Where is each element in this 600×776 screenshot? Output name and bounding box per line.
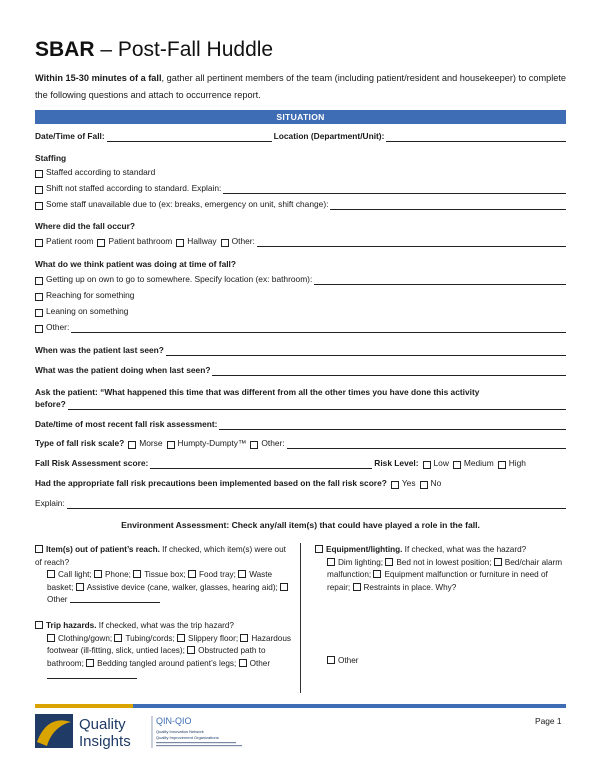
doing-question: What do we think patient was doing at time of fall? [35, 259, 237, 269]
risk-high-checkbox[interactable] [498, 461, 506, 469]
getting-up-checkbox[interactable] [35, 277, 43, 285]
reach-section: Item(s) out of patient’s reach. If checked, which item(s) were out of reach? Call light; Phone; Tissue box; Food tray; Waste basket; Assistive device (cane, walker, glasses, hearing aid); Other [35, 544, 295, 607]
environment-other-checkbox[interactable] [327, 656, 335, 664]
tissue-box-checkbox[interactable] [133, 570, 141, 578]
reach-checkbox[interactable] [35, 545, 43, 553]
dim-lighting-checkbox[interactable] [327, 558, 335, 566]
scale-row: Type of fall risk scale? Morse Humpty-Dumpty™ Other: [35, 437, 566, 449]
risk-low-checkbox[interactable] [423, 461, 431, 469]
recent-assessment-row: Date/time of most recent fall risk assessment: [35, 418, 566, 430]
score-field[interactable] [150, 460, 372, 469]
explain-field[interactable] [67, 500, 566, 509]
trip-other-field[interactable] [47, 670, 137, 679]
morse-checkbox[interactable] [128, 441, 136, 449]
date-time-label: Date/Time of Fall: [35, 131, 105, 141]
ask-patient-question: Ask the patient: “What happened this time that was different from all the other times you have done this activity [35, 387, 480, 397]
bed-position-checkbox[interactable] [385, 558, 393, 566]
environment-title: Environment Assessment: Check any/all item(s) that could have played a role in the fall. [121, 520, 480, 530]
staff-unavailable-field[interactable] [330, 201, 566, 210]
patient-bathroom-checkbox[interactable] [97, 239, 105, 247]
getting-up-location-field[interactable] [314, 276, 566, 285]
where-question: Where did the fall occur? [35, 221, 136, 231]
equipment-malfunction-checkbox[interactable] [373, 570, 381, 578]
last-seen-field[interactable] [166, 347, 566, 356]
last-seen-row: When was the patient last seen? [35, 344, 566, 356]
where-options: Patient room Patient bathroom Hallway Other: [35, 235, 566, 247]
assistive-device-checkbox[interactable] [76, 583, 84, 591]
explain-row: Explain: [35, 497, 566, 509]
precautions-row: Had the appropriate fall risk precautions been implemented based on the fall risk score? Yes No [35, 478, 442, 488]
qin-qio-mark: QIN-QIO [156, 716, 192, 726]
where-other-field[interactable] [257, 238, 566, 247]
doing-option-4: Other: [35, 321, 566, 333]
precautions-yes-checkbox[interactable] [391, 481, 399, 489]
ask-patient-answer-row: before? [35, 398, 566, 410]
footwear-checkbox[interactable] [240, 634, 248, 642]
trip-other-checkbox[interactable] [239, 659, 247, 667]
hallway-checkbox[interactable] [176, 239, 184, 247]
date-time-field[interactable] [107, 133, 272, 142]
doing-other-field[interactable] [71, 324, 566, 333]
staffed-checkbox[interactable] [35, 170, 43, 178]
doing-option-3: Leaning on something [35, 305, 128, 317]
restraints-checkbox[interactable] [353, 583, 361, 591]
logo-brand-line1: Quality [79, 716, 126, 733]
equipment-checkbox[interactable] [315, 545, 323, 553]
staffing-option-3: Some staff unavailable due to (ex: breaks, emergency on unit, shift change): [35, 198, 566, 210]
slippery-floor-checkbox[interactable] [177, 634, 185, 642]
quality-insights-logo [35, 710, 250, 752]
tubing-checkbox[interactable] [114, 634, 122, 642]
page-title: SBAR – Post-Fall Huddle [35, 38, 274, 61]
recent-assessment-field[interactable] [219, 421, 566, 430]
not-staffed-checkbox[interactable] [35, 186, 43, 194]
page-number: Page 1 [535, 716, 562, 726]
trip-section: Trip hazards. If checked, what was the trip hazard? Clothing/gown; Tubing/cords; Slippery floor; Hazardous footwear (ill-fitting, slick, untied laces); Obstructed path to bathroom; Bedding tangled around patient’s legs; Other [35, 620, 295, 683]
qin-line2: Quality Improvement Organizations [156, 735, 219, 740]
staffing-option-2: Shift not staffed according to standard. Explain: [35, 182, 566, 194]
clothing-checkbox[interactable] [47, 634, 55, 642]
environment-other-row: Other [327, 655, 358, 668]
qin-line1: Quality Innovation Network [156, 729, 204, 734]
food-tray-checkbox[interactable] [188, 570, 196, 578]
location-field[interactable] [386, 133, 566, 142]
environment-column-divider [300, 543, 301, 693]
not-staffed-explain-field[interactable] [223, 185, 566, 194]
doing-option-2: Reaching for something [35, 289, 134, 301]
obstructed-path-checkbox[interactable] [187, 646, 195, 654]
last-doing-field[interactable] [212, 367, 566, 376]
footer-color-bar [35, 704, 566, 708]
precautions-no-checkbox[interactable] [420, 481, 428, 489]
staffing-label: Staffing [35, 153, 67, 163]
patient-room-checkbox[interactable] [35, 239, 43, 247]
humpty-dumpty-checkbox[interactable] [167, 441, 175, 449]
footer-blue-bar [133, 704, 566, 708]
trip-checkbox[interactable] [35, 621, 43, 629]
situation-header: SITUATION [35, 110, 566, 124]
reach-other-checkbox[interactable] [280, 583, 288, 591]
doing-option-1: Getting up on own to go to somewhere. Specify location (ex: bathroom): [35, 273, 566, 285]
equipment-section: Equipment/lighting. If checked, what was the hazard? Dim lighting; Bed not in lowest position; Bed/chair alarm malfunction; Equipment malfunction or furniture in need of repair; Restraints in place. Why? [315, 544, 570, 594]
footer-gold-bar [35, 704, 133, 708]
reach-other-field[interactable] [70, 594, 160, 603]
call-light-checkbox[interactable] [47, 570, 55, 578]
reaching-checkbox[interactable] [35, 293, 43, 301]
last-doing-row: What was the patient doing when last seen? [35, 364, 566, 376]
scale-other-checkbox[interactable] [250, 441, 258, 449]
doing-other-checkbox[interactable] [35, 325, 43, 333]
scale-other-field[interactable] [287, 440, 566, 449]
risk-medium-checkbox[interactable] [453, 461, 461, 469]
where-other-checkbox[interactable] [221, 239, 229, 247]
score-row: Fall Risk Assessment score: Risk Level: Low Medium High [35, 458, 526, 468]
ask-patient-field[interactable] [68, 401, 566, 410]
alarm-malfunction-checkbox[interactable] [494, 558, 502, 566]
leaning-checkbox[interactable] [35, 309, 43, 317]
logo-brand-line2: Insights [79, 733, 131, 750]
waste-basket-checkbox[interactable] [238, 570, 246, 578]
bedding-checkbox[interactable] [86, 659, 94, 667]
staff-unavailable-checkbox[interactable] [35, 202, 43, 210]
location-label: Location (Department/Unit): [273, 131, 385, 141]
date-location-row [35, 130, 566, 142]
intro-text: Within 15-30 minutes of a fall, gather all pertinent members of the team (including patient/resident and housekeeper) to complete the following questions and attach to occurrence report. [35, 73, 567, 100]
phone-checkbox[interactable] [94, 570, 102, 578]
staffing-option-1: Staffed according to standard [35, 166, 155, 178]
